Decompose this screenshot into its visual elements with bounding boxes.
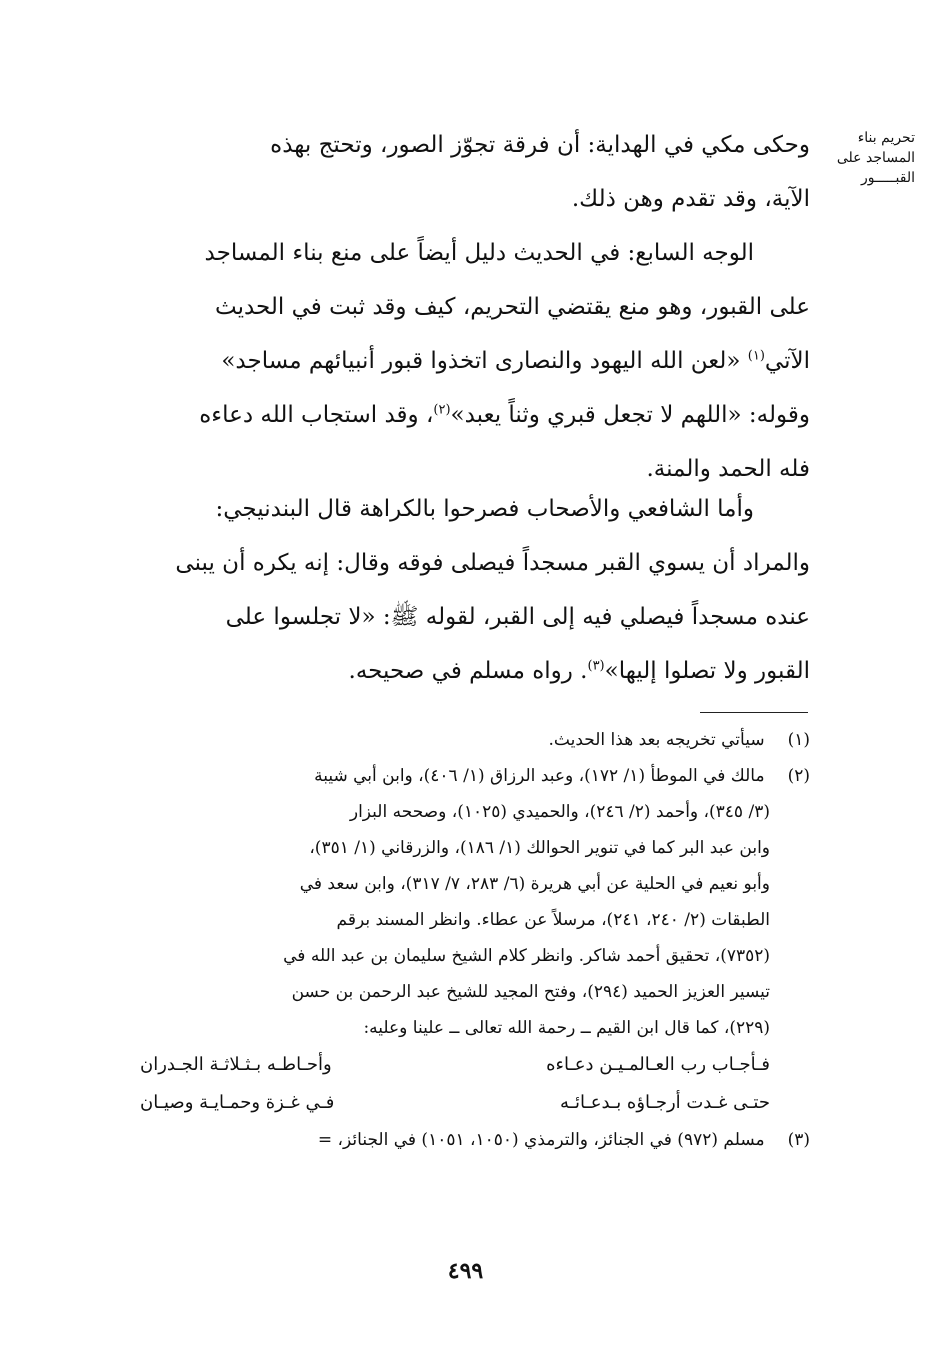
footnote-3 — [140, 1122, 810, 1158]
poem-verse — [140, 1046, 810, 1084]
paragraph-2 — [140, 226, 810, 496]
margin-note — [819, 128, 915, 188]
text-span: وقوله: «اللهم لا تجعل قبري وثناً يعبد» — [450, 402, 810, 428]
footnote-line: الطبقات (٢/ ٢٤٠، ٢٤١)، مرسلاً عن عطاء. وانظر المسند برقم — [336, 910, 770, 930]
verse-hemistich: فـي غـزة وحمـايـة وصيـان — [140, 1092, 335, 1113]
text-span: الآتي — [764, 348, 810, 374]
margin-note-line: المساجد على — [836, 150, 915, 166]
text-line: وحكى مكي في الهداية: أن فرقة تجوّز الصور، وتحتج بهذه — [270, 132, 810, 158]
footnote-line: تيسير العزيز الحميد (٢٩٤)، وفتح المجيد للشيخ عبد الرحمن بن حسن — [291, 982, 770, 1002]
paragraph-1 — [140, 118, 810, 226]
text-line: فله الحمد والمنة. — [646, 456, 810, 482]
footnote-number: (٣) — [787, 1130, 810, 1150]
hadith-quote: «لعن الله اليهود والنصارى اتخذوا قبور أنبيائهم مساجد» — [221, 348, 748, 374]
footnote-separator — [700, 712, 808, 713]
poem-verse — [140, 1084, 810, 1122]
verse-hemistich: فـأجـاب رب العـالمـيـن دعـاءه — [546, 1054, 770, 1075]
text-line: على القبور، وهو منع يقتضي التحريم، كيف وقد ثبت في الحديث — [215, 294, 810, 320]
text-line: وأما الشافعي والأصحاب فصرحوا بالكراهة قال البندنيجي: — [215, 496, 754, 522]
page-number: ٤٩٩ — [447, 1258, 484, 1284]
footnote-line: (٣/ ٣٤٥)، وأحمد (٢/ ٢٤٦)، والحميدي (١٠٢٥)، وصححه البزار — [349, 802, 770, 822]
text-line: عنده مسجداً فيصلي فيه إلى القبر، لقوله ﷺ: «لا تجلسوا على — [225, 604, 810, 630]
footnote-number: (١) — [787, 730, 810, 750]
footnote-text: مالك في الموطأ (١/ ١٧٢)، وعبد الرزاق (١/ ٤٠٦)، وابن أبي شيبة — [314, 766, 765, 786]
footnote-line: (٢٢٩)، كما قال ابن القيم ــ رحمة الله تعالى ــ علينا وعليه: — [363, 1018, 770, 1038]
footnote-ref-1: (١) — [747, 348, 765, 364]
paragraph-3 — [140, 482, 810, 698]
footnote-1 — [140, 722, 810, 758]
text-line — [140, 644, 810, 698]
footnote-2 — [140, 758, 810, 794]
text-line — [140, 388, 810, 442]
margin-note-line: القبـــــور — [861, 170, 915, 186]
text-span: القبور ولا تصلوا إليها» — [604, 658, 810, 684]
text-span: . رواه مسلم في صحيحه. — [348, 658, 588, 684]
verse-hemistich: حتـى غـدت أرجـاؤه بـدعـائـه — [560, 1092, 770, 1113]
footnote-ref-3: (٣) — [587, 658, 605, 674]
footnote-text: مسلم (٩٧٢) في الجنائز، والترمذي (١٠٥٠، ١٠٥١) في الجنائز، = — [317, 1130, 765, 1150]
verse-hemistich: وأحـاطـه بـثـلاثـة الجـدران — [140, 1054, 332, 1075]
footnotes — [140, 722, 810, 1158]
text-line: والمراد أن يسوي القبر مسجداً فيصلى فوقه وقال: إنه يكره أن يبنى — [175, 550, 810, 576]
text-line — [140, 334, 810, 388]
footnote-line: (٧٣٥٢)، تحقيق أحمد شاكر. وانظر كلام الشيخ سليمان بن عبد الله في — [283, 946, 770, 966]
footnote-ref-2: (٢) — [433, 402, 451, 418]
text-line: الآية، وقد تقدم وهن ذلك. — [571, 186, 810, 212]
margin-note-line: تحريم بناء — [857, 130, 915, 146]
footnote-text: سيأتي تخريجه بعد هذا الحديث. — [548, 730, 765, 750]
footnote-line: وأبو نعيم في الحلية عن أبي هريرة (٦/ ٢٨٣، ٧/ ٣١٧)، وابن سعد في — [299, 874, 770, 894]
text-span: ، وقد استجاب الله دعاءه — [199, 402, 434, 428]
footnote-line: وابن عبد البر كما في تنوير الحوالك (١/ ١٨٦)، والزرقاني (١/ ٣٥١)، — [309, 838, 770, 858]
text-line: الوجه السابع: في الحديث دليل أيضاً على منع بناء المساجد — [204, 240, 754, 266]
footnote-number: (٢) — [787, 766, 810, 786]
